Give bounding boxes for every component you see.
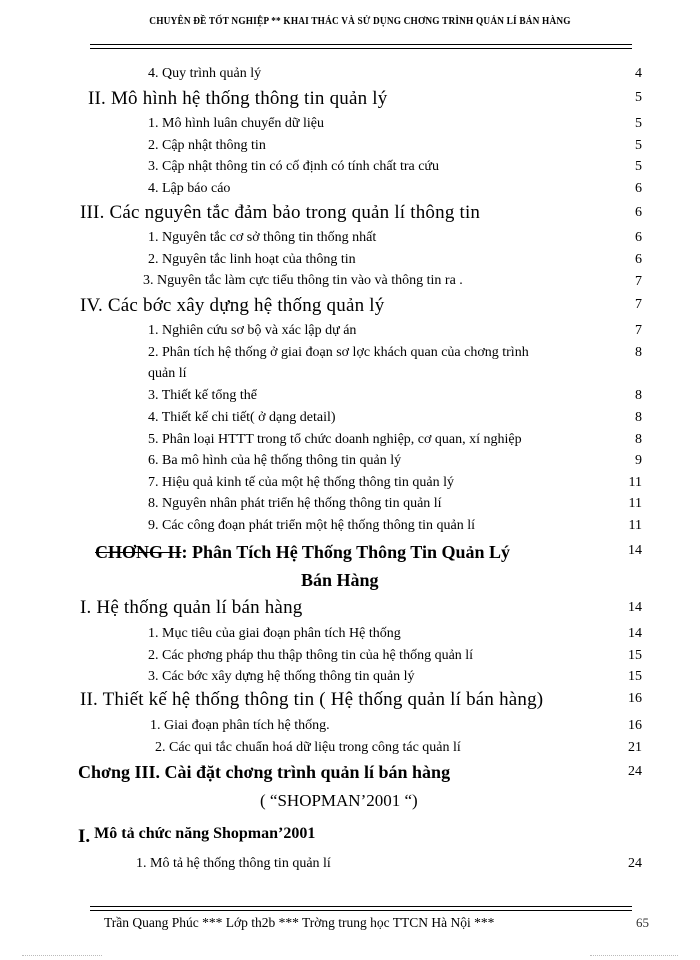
toc-page-number: 8 [635, 432, 642, 447]
toc-page-number: 16 [628, 691, 642, 706]
toc-entry: 3. Nguyên tắc làm cực tiểu thông tin vào và thông tin ra . [143, 273, 463, 288]
toc-page-number: 7 [635, 323, 642, 338]
toc-page-number: 6 [635, 181, 642, 196]
toc-page-number: 9 [635, 453, 642, 468]
footer-rule-top [90, 906, 632, 907]
toc-page-number: 8 [635, 388, 642, 403]
toc-entry: 9. Các công đoạn phát triển một hệ thống thông tin quản lí [148, 518, 475, 533]
toc-page-number: 14 [628, 626, 642, 641]
chapter-title-continuation: Bán Hàng [301, 570, 379, 590]
toc-entry: 4. Lập báo cáo [148, 181, 231, 196]
toc-page-number: 6 [635, 205, 642, 220]
toc-page-number: 8 [635, 345, 642, 360]
chapter-title: : Phân Tích Hệ Thống Thông Tin Quản Lý [181, 542, 510, 562]
toc-page-number: 7 [635, 297, 642, 312]
page-footer: Trần Quang Phúc *** Lớp th2b *** Trờng trung học TTCN Hà Nội *** [104, 915, 495, 930]
bottom-dotted-rule-left [22, 955, 102, 956]
header-rule-bottom [90, 48, 632, 49]
toc-page-number: 5 [635, 138, 642, 153]
toc-entry: 2. Các qui tắc chuẩn hoá dữ liệu trong công tác quản lí [155, 740, 461, 755]
toc-section: III. Các nguyên tắc đảm bảo trong quản lí thông tin [80, 202, 481, 223]
toc-page-number: 21 [628, 740, 642, 755]
toc-entry: 2. Cập nhật thông tin [148, 138, 266, 153]
subsection-title: Mô tả chức năng Shopman’2001 [90, 825, 316, 842]
toc-entry: 1. Nghiên cứu sơ bộ và xác lập dự án [148, 323, 357, 338]
toc-subsection [78, 822, 316, 847]
toc-page-number: 5 [635, 116, 642, 131]
toc-entry: 1. Giai đoạn phân tích hệ thống. [150, 718, 330, 733]
toc-page-number: 24 [628, 764, 642, 779]
toc-entry: 7. Hiệu quả kinh tế của một hệ thống thông tin quản lý [148, 475, 455, 490]
toc-section: IV. Các bớc xây dựng hệ thống quản lý [80, 295, 385, 316]
toc-section: II. Mô hình hệ thống thông tin quản lý [88, 88, 388, 109]
toc-entry-continuation: quản lí [148, 366, 187, 381]
toc-page-number: 7 [635, 274, 642, 289]
toc-page-number: 24 [628, 856, 642, 871]
toc-entry: 1. Mô tả hệ thống thông tin quản lí [136, 856, 331, 871]
toc-page-number: 14 [628, 600, 642, 615]
toc-section: I. Hệ thống quản lí bán hàng [80, 597, 303, 618]
toc-entry: 4. Thiết kế chi tiết( ở dạng detail) [148, 410, 336, 425]
toc-page-number: 11 [628, 475, 642, 490]
toc-entry: 5. Phân loại HTTT trong tổ chức doanh nghiệp, cơ quan, xí nghiệp [148, 432, 522, 447]
footer-rule-bottom [90, 910, 632, 911]
toc-entry: 3. Cập nhật thông tin có cố định có tính chất tra cứu [148, 159, 440, 174]
chapter-subtitle: ( “SHOPMAN’2001 “) [260, 791, 418, 810]
toc-entry: 1. Nguyên tắc cơ sở thông tin thống nhất [148, 230, 377, 245]
page-header: CHUYÊN ĐỀ TỐT NGHIỆP ** KHAI THÁC VÀ SỬ DỤNG CHƠNG TRÌNH QUẢN LÍ BÁN HÀNG [149, 16, 571, 27]
toc-page-number: 5 [635, 90, 642, 105]
toc-entry: 4. Quy trình quản lý [148, 66, 262, 81]
chapter-heading [95, 542, 510, 563]
toc-section: II. Thiết kế hệ thống thông tin ( Hệ thống quản lí bán hàng) [80, 689, 544, 710]
chapter-label: CHƠNG II [95, 542, 182, 562]
toc-page-number: 4 [635, 66, 642, 81]
toc-page-number: 16 [628, 718, 642, 733]
toc-page-number: 6 [635, 230, 642, 245]
toc-page-number: 6 [635, 252, 642, 267]
toc-entry: 6. Ba mô hình của hệ thống thông tin quản lý [148, 453, 402, 468]
toc-entry: 2. Phân tích hệ thống ở giai đoạn sơ lợc khách quan của chơng trình [148, 345, 529, 360]
header-rule-top [90, 44, 632, 45]
toc-page-number: 11 [628, 496, 642, 511]
toc-page-number: 15 [628, 669, 642, 684]
toc-page-number: 11 [628, 518, 642, 533]
bottom-dotted-rule-right [590, 955, 678, 956]
subsection-number: I. [78, 826, 91, 847]
chapter-heading: Chơng III. Cài đặt chơng trình quản lí bán hàng [78, 762, 451, 782]
toc-page-number: 15 [628, 648, 642, 663]
toc-page-number: 14 [628, 543, 642, 558]
toc-entry: 3. Thiết kế tổng thể [148, 388, 257, 403]
toc-entry: 3. Các bớc xây dựng hệ thống thông tin quản lý [148, 669, 415, 684]
toc-entry: 2. Nguyên tắc linh hoạt của thông tin [148, 252, 356, 267]
toc-entry: 2. Các phơng pháp thu thập thông tin của hệ thống quản lí [148, 648, 474, 663]
toc-page-number: 8 [635, 410, 642, 425]
toc-entry: 1. Mô hình luân chuyển dữ liệu [148, 116, 324, 131]
footer-page-number: 65 [636, 915, 649, 930]
toc-entry: 8. Nguyên nhân phát triển hệ thống thông tin quản lí [148, 496, 442, 511]
toc-entry: 1. Mục tiêu của giai đoạn phân tích Hệ thống [148, 626, 401, 641]
toc-page-number: 5 [635, 159, 642, 174]
